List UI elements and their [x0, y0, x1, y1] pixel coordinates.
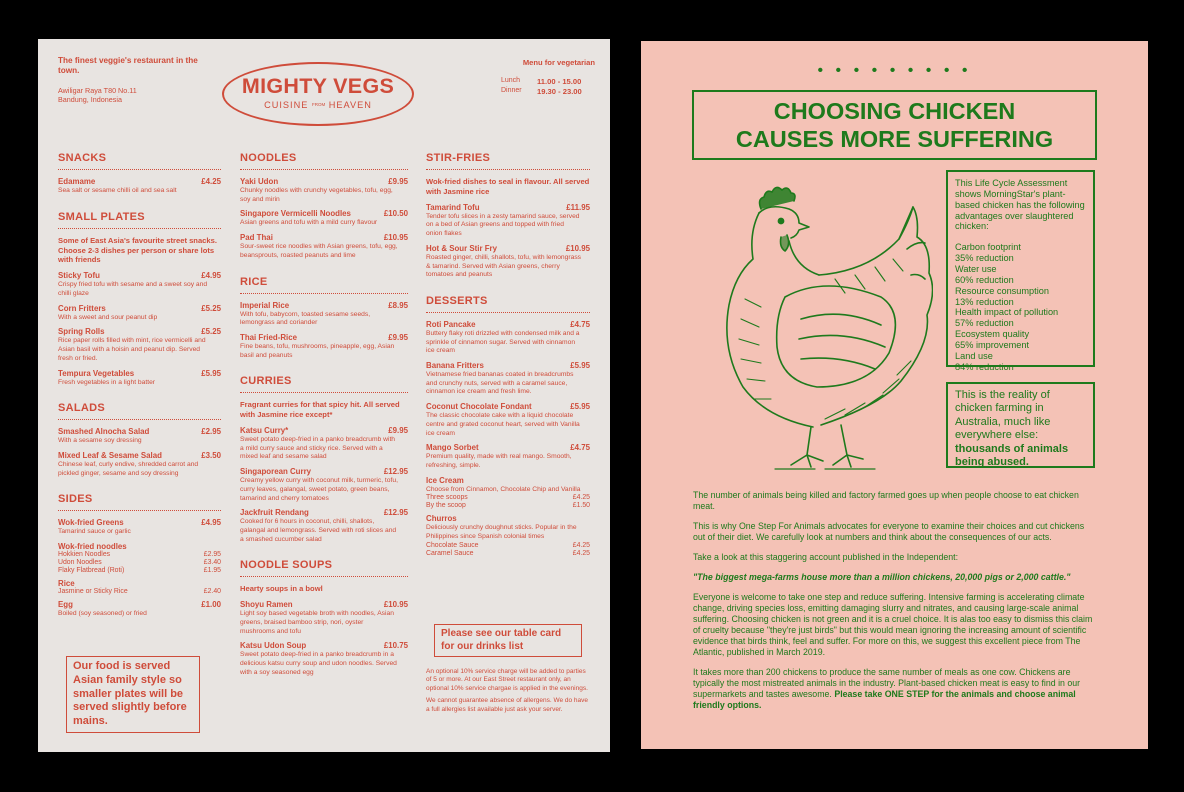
poster-paragraph-5-bold: Please take ONE STEP for the animals and choose animal friendly options. [693, 688, 1076, 710]
item-price: £10.75 [383, 641, 408, 651]
menu-section [58, 402, 221, 478]
reality-bold: thousands of animals being abused. [955, 442, 1069, 469]
item-header [58, 518, 221, 527]
item-name: Spring Rolls [58, 327, 105, 337]
item-description: Light soy based vegetable broth with noodles, Asian greens, braised bamboo strip, nori, oyster mushrooms and tofu [240, 610, 394, 635]
section-title: SIDES [58, 493, 221, 511]
lca-value: 57% reduction [955, 318, 1014, 329]
lca-box [946, 170, 1095, 372]
item-name: Wok-fried Greens [58, 518, 124, 528]
option-name: By the scoop [426, 502, 466, 510]
hen-illustration [715, 179, 933, 475]
logo-sub-right: HEAVEN [328, 100, 372, 110]
item-name: Tempura Vegetables [58, 368, 135, 378]
menu-section [58, 211, 221, 388]
menu-item [58, 451, 221, 478]
reality-text: This is the reality of chicken farming in Australia, much like everywhere else: [955, 389, 1051, 442]
item-price: £10.95 [383, 233, 408, 243]
menu-item [240, 333, 408, 360]
item-price: £9.95 [388, 177, 408, 186]
item-header [240, 333, 408, 342]
item-description: Rice paper rolls filled with mint, rice vermicelli and Asian basil with a hoisin and peanut dip. Served fresh or fried. [58, 337, 206, 362]
item-price: £11.95 [566, 202, 590, 212]
menu-item [240, 177, 408, 204]
menu-item [426, 402, 590, 438]
item-name: Tamarind Tofu [426, 202, 480, 212]
item-price: £3.50 [201, 450, 221, 460]
menu-tagline: The finest veggie's restaurant in the town. [58, 56, 198, 76]
option-price: £2.95 [203, 551, 221, 559]
section-intro: Fragrant curries for that spicy hit. All served with Jasmine rice except* [240, 400, 400, 420]
item-description: With tofu, babycorn, toasted sesame seeds, lemongrass and coriander [240, 310, 371, 327]
item-description: Chinese leaf, curly endive, shredded carrot and pickled ginger, sesame and soy dressing [58, 460, 199, 477]
lca-item [955, 264, 1086, 286]
item-description: Crispy fried tofu with sesame and a sweet soy and chilli glaze [58, 281, 208, 297]
item-description: Asian greens and tofu with a mild curry flavour [240, 219, 378, 227]
menu-section [426, 295, 590, 557]
item-description: Chunky noodles with crunchy vegetables, tofu, egg, soy and mirin [240, 187, 393, 203]
item-header [58, 600, 221, 609]
item-name: Edamame [58, 177, 96, 186]
item-header [58, 271, 221, 280]
lca-label: Land use [955, 350, 993, 361]
item-option [58, 559, 221, 566]
poster-paragraph-5 [693, 667, 1097, 711]
item-name: Ice Cream [426, 475, 464, 485]
lca-label: Water use [955, 264, 997, 275]
item-header [426, 476, 590, 485]
item-price: £10.50 [383, 209, 408, 219]
item-price: £9.95 [388, 332, 408, 342]
item-description: Choose from Cinnamon, Chocolate Chip and Vanilla [426, 485, 581, 493]
reality-box [946, 382, 1095, 468]
item-name: Katsu Udon Soup [240, 641, 307, 651]
menu-item [240, 641, 408, 677]
option-price: £2.40 [203, 588, 221, 596]
item-name: Roti Pancake [426, 319, 476, 329]
menu-item [58, 542, 221, 574]
item-option [58, 588, 221, 595]
item-name: Rice [58, 579, 75, 589]
item-name: Shoyu Ramen [240, 600, 293, 610]
menu-column-1 [58, 152, 221, 634]
item-description: With a sweet and sour peanut dip [58, 313, 158, 321]
menu-item [426, 476, 590, 510]
menu-item [58, 177, 221, 196]
lca-item [955, 307, 1086, 329]
item-header [58, 451, 221, 460]
item-price: £10.95 [383, 600, 408, 610]
item-header [58, 177, 221, 186]
poster-title-line-2: CAUSES MORE SUFFERING [735, 125, 1054, 152]
item-name: Imperial Rice [240, 300, 290, 310]
item-name: Singapore Vermicelli Noodles [240, 209, 351, 219]
menu-item [426, 361, 590, 397]
item-price: £10.95 [565, 243, 590, 253]
option-name: Three scoops [426, 494, 468, 502]
item-description: Roasted ginger, chilli, shallots, tofu, with lemongrass & tamarind. Served with Asian greens, cherry tomatoes and peanuts [426, 253, 582, 279]
item-option [426, 542, 590, 549]
section-title: SNACKS [58, 152, 221, 170]
poster-paragraph-3: Take a look at this staggering account published in the Independent: [693, 551, 959, 562]
menu-column-2 [240, 152, 408, 692]
item-header [426, 203, 590, 212]
item-description: Creamy yellow curry with coconut milk, turmeric, tofu, curry leaves, galangal, sweet potato, green beans, tamarind and cherry tomatoes [240, 477, 398, 502]
menu-intro [58, 56, 218, 104]
menu-address [58, 86, 218, 105]
section-title: STIR-FRIES [426, 152, 590, 170]
menu-item [426, 514, 590, 556]
item-header [58, 304, 221, 313]
item-header [240, 467, 408, 476]
item-price: £2.95 [201, 427, 221, 437]
menu-section [58, 152, 221, 196]
option-name: Caramel Sauce [426, 549, 474, 557]
section-intro: Wok-fried dishes to seal in flavour. All served with Jasmine rice [426, 177, 590, 196]
item-name: Wok-fried noodles [58, 542, 127, 552]
item-description: Sweet potato deep-fried in a panko breadcrumb in a delicious katsu curry soup and udon noodles. Served with a soy seasoned egg [240, 651, 397, 676]
hours-time: 19.30 - 23.00 [537, 87, 582, 96]
item-description: The classic chocolate cake with a liquid chocolate centre and grated coconut heart, served with Vanilla ice cream [426, 412, 580, 437]
item-option [58, 551, 221, 558]
menu-section [240, 375, 408, 544]
item-price: £12.95 [383, 467, 408, 477]
lca-item [955, 242, 1086, 264]
item-price: £4.25 [201, 177, 221, 186]
item-name: Sticky Tofu [58, 271, 100, 281]
drinks-list-notice: Please see our table card for our drinks list [434, 624, 582, 657]
hours-row [501, 77, 595, 86]
menu-item [58, 304, 221, 323]
menu-section [240, 559, 408, 677]
option-price: £4.25 [572, 494, 590, 502]
item-description: Vietnamese fried bananas coated in breadcrumbs and crunchy nuts, served with a caramel sauce, cinnamon ice cream and fresh lime. [426, 371, 574, 396]
lca-item [955, 351, 1086, 373]
item-price: £4.75 [570, 443, 590, 453]
menu-item [240, 233, 408, 260]
option-price: £3.40 [203, 559, 221, 567]
item-description: Fresh vegetables in a light batter [58, 378, 156, 386]
lca-label: Health impact of pollution [955, 307, 1059, 318]
hours-label: Lunch [501, 77, 521, 84]
section-title: DESSERTS [426, 295, 590, 313]
menu-item [426, 443, 590, 470]
menu-item [58, 518, 221, 537]
item-header [240, 600, 408, 609]
section-title: NOODLE SOUPS [240, 559, 408, 577]
address-line-1: Awiligar Raya T80 No.11 [58, 85, 137, 95]
menu-sheet [38, 39, 610, 752]
lca-value: 84% reduction [955, 361, 1014, 372]
chicken-poster [641, 41, 1148, 749]
lca-label: Resource consumption [955, 285, 1049, 296]
item-header [426, 402, 590, 411]
lca-label: Ecosystem quality [955, 329, 1030, 340]
poster-quote: "The biggest mega-farms house more than a million chickens, 20,000 pigs or 2,000 cattle." [693, 571, 1071, 582]
menu-item [240, 426, 408, 462]
item-price: £4.95 [201, 271, 221, 281]
section-title: RICE [240, 276, 408, 294]
item-name: Jackfruit Rendang [240, 508, 309, 518]
section-title: NOODLES [240, 152, 408, 170]
item-price: £12.95 [383, 508, 408, 518]
item-header [426, 443, 590, 452]
poster-title-line-1: CHOOSING CHICKEN [773, 98, 1016, 124]
service-charge-note [426, 668, 590, 718]
section-intro: Some of East Asia's favourite street snacks. Choose 2-3 dishes per person or share lots with friends [58, 235, 217, 265]
lca-value: 60% reduction [955, 274, 1014, 285]
item-description: Premium quality, made with real mango. Smooth, refreshing, simple. [426, 453, 572, 469]
logo-name: MIGHTY VEGS [241, 74, 395, 98]
item-header [240, 508, 408, 517]
item-header [58, 327, 221, 336]
item-price: £5.95 [570, 361, 590, 371]
item-price: £5.95 [570, 402, 590, 412]
item-header [240, 426, 408, 435]
item-name: Corn Fritters [58, 303, 106, 313]
item-description: Deliciously crunchy doughnut sticks. Popular in the Philippines since Spanish colonial times [426, 524, 577, 541]
item-header [240, 233, 408, 242]
hours-title: Menu for vegetarian [522, 58, 595, 67]
item-name: Banana Fritters [426, 361, 484, 371]
address-line-2: Bandung, Indonesia [58, 94, 122, 104]
option-price: £4.25 [572, 541, 590, 549]
section-title: SMALL PLATES [58, 211, 221, 229]
item-name: Coconut Chocolate Fondant [426, 402, 532, 412]
menu-item [240, 209, 408, 228]
poster-body [693, 490, 1097, 720]
item-header [426, 320, 590, 329]
item-header [426, 361, 590, 370]
item-header [58, 427, 221, 436]
menu-item [58, 369, 221, 388]
item-option [426, 502, 590, 509]
item-header [240, 209, 408, 218]
item-price: £4.75 [570, 319, 590, 329]
lca-lead: This Life Cycle Assessment shows MorningStar's plant-based chicken has the following advantages over slaughtered chicken: [955, 178, 1085, 232]
option-name: Chocolate Sauce [426, 541, 479, 549]
logo-sub-left: CUISINE [264, 100, 309, 110]
item-description: Boiled (soy seasoned) or fried [58, 610, 147, 618]
item-name: Mixed Leaf & Sesame Salad [58, 450, 162, 460]
menu-item [58, 427, 221, 446]
item-header [240, 301, 408, 310]
lca-value: 35% reduction [955, 253, 1014, 264]
section-title: CURRIES [240, 375, 408, 393]
item-header [240, 177, 408, 186]
item-header [426, 514, 590, 523]
menu-section [58, 493, 221, 618]
menu-item [426, 320, 590, 356]
item-price: £5.25 [201, 327, 221, 337]
section-title: SALADS [58, 402, 221, 420]
poster-paragraph-2: This is why One Step For Animals advocates for everyone to examine their choices and cut chickens out of their diet. We carefully look at numbers and think about the consequences of our acts. [693, 520, 1085, 542]
menu-item [58, 600, 221, 619]
item-description: Sea salt or sesame chilli oil and sea salt [58, 187, 177, 194]
option-price: £1.50 [572, 502, 590, 510]
hours-label: Dinner [501, 87, 522, 94]
menu-item [240, 508, 408, 544]
item-description: Sour-sweet rice noodles with Asian greens, tofu, egg, beansprouts, roasted peanuts and lime [240, 243, 398, 259]
item-option [58, 567, 221, 574]
menu-section [426, 152, 590, 280]
footer-note-1: An optional 10% service charge will be added to parties of 5 or more. At our East Street restaurant only, an optional 10% service chargae is applied in the evenings. [426, 668, 588, 692]
poster-paragraph-4: Everyone is welcome to take one step and reduce suffering. Intensive farming is accelerating climate change, driving species loss, emitting damaging slurry and nitrates, and causing large-scale animal suffering. Choosing chicken is not green and it is a cruel choice. It is alas too easy to dismiss this claim of cruelty because "they're just birds" but this would mean ignoring the increasing amount of scientific evidence that birds think, feel and suffer. For more on this, we suggest this excellent piece from The Atlantic, published in March 2019. [693, 591, 1093, 657]
footer-note-2: We cannot guarantee absence of allergens. We do have a full allergies list available just ask your server. [426, 697, 589, 713]
menu-column-3 [426, 152, 590, 572]
item-price: £9.95 [388, 426, 408, 436]
item-price: £5.95 [201, 368, 221, 378]
item-name: Churros [426, 514, 457, 524]
item-name: Singaporean Curry [240, 467, 312, 477]
option-price: £4.25 [572, 549, 590, 557]
menu-item [426, 203, 590, 239]
item-name: Egg [58, 600, 73, 610]
item-description: Buttery flaky roti drizzled with condensed milk and a sprinkle of cinnamon sugar. Served with cinnamon ice cream [426, 329, 580, 355]
item-header [58, 542, 221, 551]
option-name: Udon Noodles [58, 559, 102, 567]
item-name: Thai Fried-Rice [240, 332, 297, 342]
poster-title [692, 90, 1097, 160]
family-style-notice: Our food is served Asian family style so smaller plates will be served slightly before mains. [66, 656, 200, 733]
item-price: £1.00 [201, 600, 221, 610]
lca-item [955, 286, 1086, 308]
option-name: Hokkien Noodles [58, 551, 111, 559]
logo-sub-mid: FROM [311, 102, 326, 107]
item-option [426, 494, 590, 501]
item-description: Sweet potato deep-fried in a panko breadcrumb with a mild curry sauce and sticky rice. Served with a mixed leaf and sesame salad [240, 436, 396, 461]
menu-item [240, 301, 408, 328]
menu-item [58, 579, 221, 595]
decorative-dots: • • • • • • • • • [817, 62, 972, 79]
item-header [58, 369, 221, 378]
item-description: With a sesame soy dressing [58, 437, 142, 445]
menu-item [426, 244, 590, 280]
menu-item [58, 327, 221, 363]
item-name: Smashed Alnocha Salad [58, 427, 150, 437]
menu-section [240, 276, 408, 361]
menu-item [58, 271, 221, 298]
hours-row [501, 87, 595, 96]
menu-section [240, 152, 408, 261]
section-intro: Hearty soups in a bowl [240, 584, 323, 594]
option-price: £1.95 [203, 567, 221, 575]
item-name: Pad Thai [240, 233, 273, 243]
opening-hours [501, 58, 595, 97]
item-option [426, 550, 590, 557]
poster-paragraph-5-text: It takes more than 200 chickens to produce the same number of meals as one cow. Chickens are typically the most mistreated animals in the industry. Plant-based chicken meat is easy to find in our supermarkets and tastes awesome. [693, 666, 1081, 699]
item-name: Hot & Sour Stir Fry [426, 243, 498, 253]
item-header [240, 641, 408, 650]
hours-time: 11.00 - 15.00 [537, 77, 582, 86]
item-description: Cooked for 6 hours in coconut, chilli, shallots, galangal and lemongrass. Served with roti slices and a smashed cucumber salad [240, 518, 397, 543]
poster-paragraph-1: The number of animals being killed and factory farmed goes up when people choose to eat chicken meat. [693, 490, 1079, 511]
lca-label: Carbon footprint [955, 242, 1021, 253]
item-price: £5.25 [201, 303, 221, 313]
lca-value: 65% improvement [955, 340, 1030, 351]
item-name: Katsu Curry* [240, 426, 289, 436]
menu-item [240, 600, 408, 636]
item-price: £4.95 [201, 518, 221, 528]
item-header [426, 244, 590, 253]
lca-item [955, 329, 1086, 351]
item-description: Fine beans, tofu, mushrooms, pineapple, egg, Asian basil and peanuts [240, 342, 395, 359]
restaurant-logo [222, 62, 414, 126]
item-description: Tender tofu slices in a zesty tamarind sauce, served on a bed of Asian greens and topped with fried onion flakes [426, 212, 580, 238]
lca-value: 13% reduction [955, 296, 1014, 307]
item-price: £8.95 [388, 300, 408, 310]
menu-item [240, 467, 408, 503]
item-description: Tamarind sauce or garlic [58, 528, 131, 536]
option-name: Flaky Flatbread (Roti) [58, 567, 125, 575]
item-name: Yaki Udon [240, 177, 279, 186]
option-name: Jasmine or Sticky Rice [58, 588, 128, 596]
item-name: Mango Sorbet [426, 443, 479, 453]
item-header [58, 579, 221, 588]
logo-subtitle [224, 100, 412, 110]
